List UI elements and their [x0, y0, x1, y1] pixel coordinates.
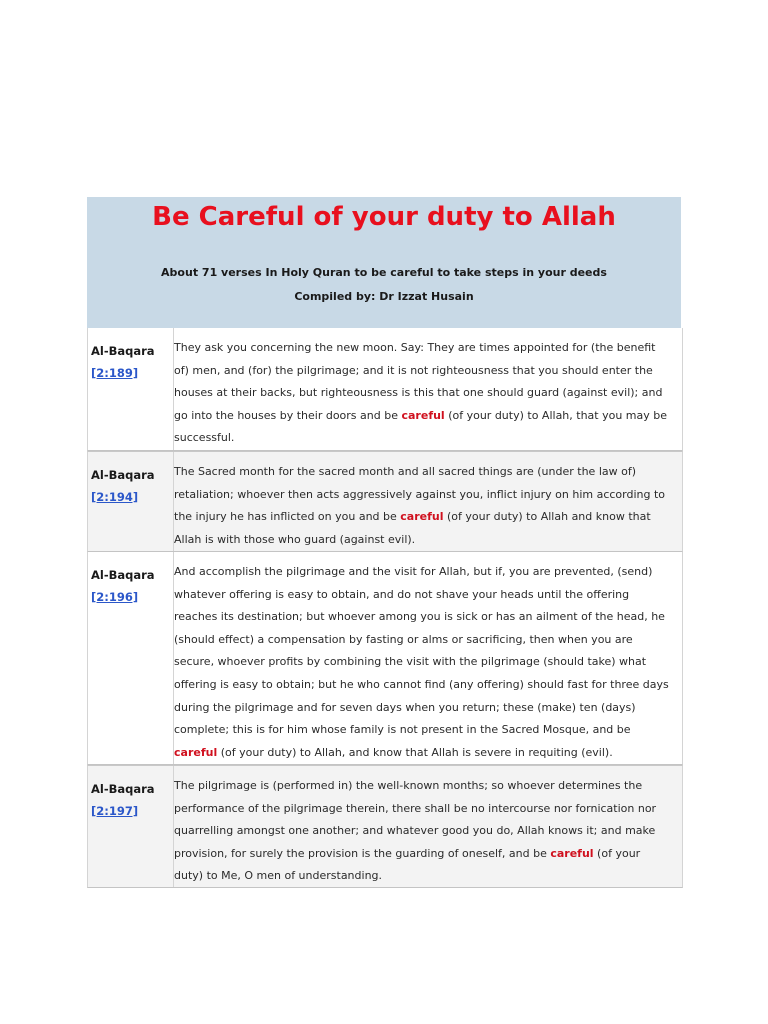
verse-reference-link[interactable]: [2:197] [91, 804, 139, 818]
verse-row [87, 451, 683, 552]
surah-name: Al-Baqara [91, 344, 155, 358]
highlighted-word: careful [550, 846, 594, 860]
reference-cell [88, 766, 174, 887]
verse-reference-link[interactable]: [2:189] [91, 366, 139, 380]
reference-cell [88, 452, 174, 551]
reference-cell [88, 328, 174, 450]
verse-text-part: (of your duty) to Allah, and know that Allah is severe in requiting (evil). [217, 745, 613, 759]
verse-reference-link[interactable]: [2:194] [91, 490, 139, 504]
verse-text [174, 452, 682, 551]
verse-text-part: The Sacred month for the sacred month and all sacred things are (under the law of) retaliation; whoever then acts aggressively against you, inflict injury on him according to the injury he has inflicted on you and be [174, 465, 666, 524]
verse-text-part: (of your duty) to Me, O men of understanding. [174, 846, 641, 883]
verse-reference-link[interactable]: [2:196] [91, 590, 139, 604]
verse-text-part: And accomplish the pilgrimage and the visit for Allah, but if, you are prevented, (send) whatever offering is easy to obtain, and do not shave your heads until the offering reaches its destination; but whoever among you is sick or has an ailment of the head, he (should effect) a compensation by fasting or alms or sacrificing, then when you are secure, whoever profits by combining the visit with the pilgrimage (should take) what offering is easy to obtain; but he who cannot find (any offering) should fast for three days during the pilgrimage and for seven days when you return; these (make) ten (days) complete; this is for him whose family is not present in the Sacred Mosque, and be [174, 565, 669, 737]
highlighted-word: careful [174, 745, 218, 759]
verse-row [87, 765, 683, 888]
header-banner [87, 197, 681, 328]
reference-cell [88, 552, 174, 764]
verse-text-part: The pilgrimage is (performed in) the well-known months; so whoever determines the performance of the pilgrimage therein, there shall be no intercourse nor fornication nor quarrelling amongst one another; and whatever good you do, Allah knows it; and make provision, for surely the provision is the guarding of oneself, and be [174, 779, 657, 860]
highlighted-word: careful [401, 408, 445, 422]
page-subtitle: About 71 verses In Holy Quran to be careful to take steps in your deeds [161, 266, 607, 279]
verse-row [87, 552, 683, 765]
verse-text-part: (of your duty) to Allah, that you may be successful. [174, 408, 668, 445]
verse-table [87, 328, 683, 888]
verse-row [87, 328, 683, 451]
surah-name: Al-Baqara [91, 468, 155, 482]
page-title: Be Careful of your duty to Allah [152, 202, 616, 232]
compiler-credit: Compiled by: Dr Izzat Husain [294, 290, 474, 303]
surah-name: Al-Baqara [91, 568, 155, 582]
surah-name: Al-Baqara [91, 782, 155, 796]
verse-text [174, 328, 682, 450]
verse-text-part: They ask you concerning the new moon. Say: They are times appointed for (the benefit of) men, and (for) the pilgrimage; and it is not righteousness that you should enter the houses at their backs, but righteousness is this that one should guard (against evil); and go into the houses by their doors and be [174, 341, 663, 422]
verse-text [174, 766, 682, 887]
verse-text [174, 552, 682, 764]
highlighted-word: careful [400, 510, 444, 524]
verse-text-part: (of your duty) to Allah and know that Allah is with those who guard (against evil). [174, 510, 651, 546]
